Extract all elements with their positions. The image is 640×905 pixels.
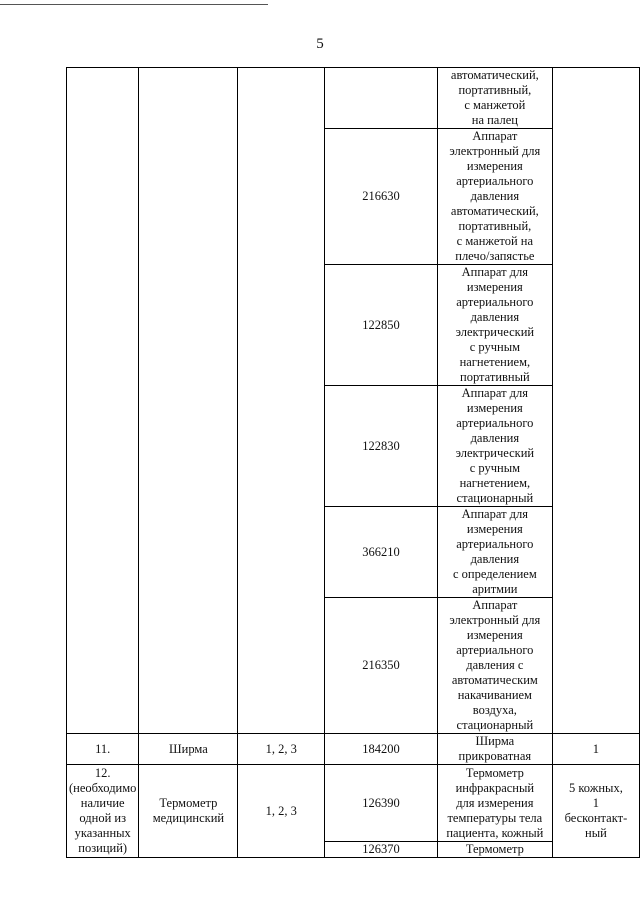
qty-cell: 5 кожных, 1 бесконтакт- ный	[552, 765, 639, 858]
code-cell: 184200	[325, 734, 438, 765]
item-cell: Ширма	[139, 734, 238, 765]
code-cell: 126390	[325, 765, 438, 842]
name-cell: Аппарат для измерения артериального давления электрический с ручным нагнетением, стационарный	[437, 386, 552, 507]
qty-cell: 1	[552, 734, 639, 765]
code-cell: 216350	[325, 598, 438, 734]
code-cell: 126370	[325, 842, 438, 858]
equipment-table	[66, 67, 640, 858]
item-cell	[139, 68, 238, 734]
ref-cell: 1, 2, 3	[238, 734, 325, 765]
ref-cell: 1, 2, 3	[238, 765, 325, 858]
name-cell: Аппарат для измерения артериального давления электрический с ручным нагнетением, портативный	[437, 265, 552, 386]
name-cell: Аппарат для измерения артериального давления с определением аритмии	[437, 507, 552, 598]
ref-cell	[238, 68, 325, 734]
code-cell: 366210	[325, 507, 438, 598]
number-cell: 12. (необходимо наличие одной из указанных позиций)	[67, 765, 139, 858]
code-cell: 122850	[325, 265, 438, 386]
item-cell: Термометр медицинский	[139, 765, 238, 858]
name-cell: Аппарат электронный для измерения артериального давления с автоматическим накачиванием воздуха, стационарный	[437, 598, 552, 734]
name-cell: Ширма прикроватная	[437, 734, 552, 765]
header-rule	[0, 4, 268, 5]
qty-cell	[552, 68, 639, 734]
name-cell: Аппарат электронный для измерения артериального давления автоматический, портативный, с манжетой на плечо/запястье	[437, 129, 552, 265]
number-cell: 11.	[67, 734, 139, 765]
table-row	[67, 765, 640, 842]
code-cell: 122830	[325, 386, 438, 507]
table-row	[67, 68, 640, 129]
name-cell: Термометр инфракрасный для измерения температуры тела пациента, кожный	[437, 765, 552, 842]
code-cell	[325, 68, 438, 129]
name-cell: Термометр	[437, 842, 552, 858]
number-cell	[67, 68, 139, 734]
name-cell: автоматический, портативный, с манжетой на палец	[437, 68, 552, 129]
code-cell: 216630	[325, 129, 438, 265]
table-row	[67, 734, 640, 765]
page-number: 5	[316, 36, 324, 52]
